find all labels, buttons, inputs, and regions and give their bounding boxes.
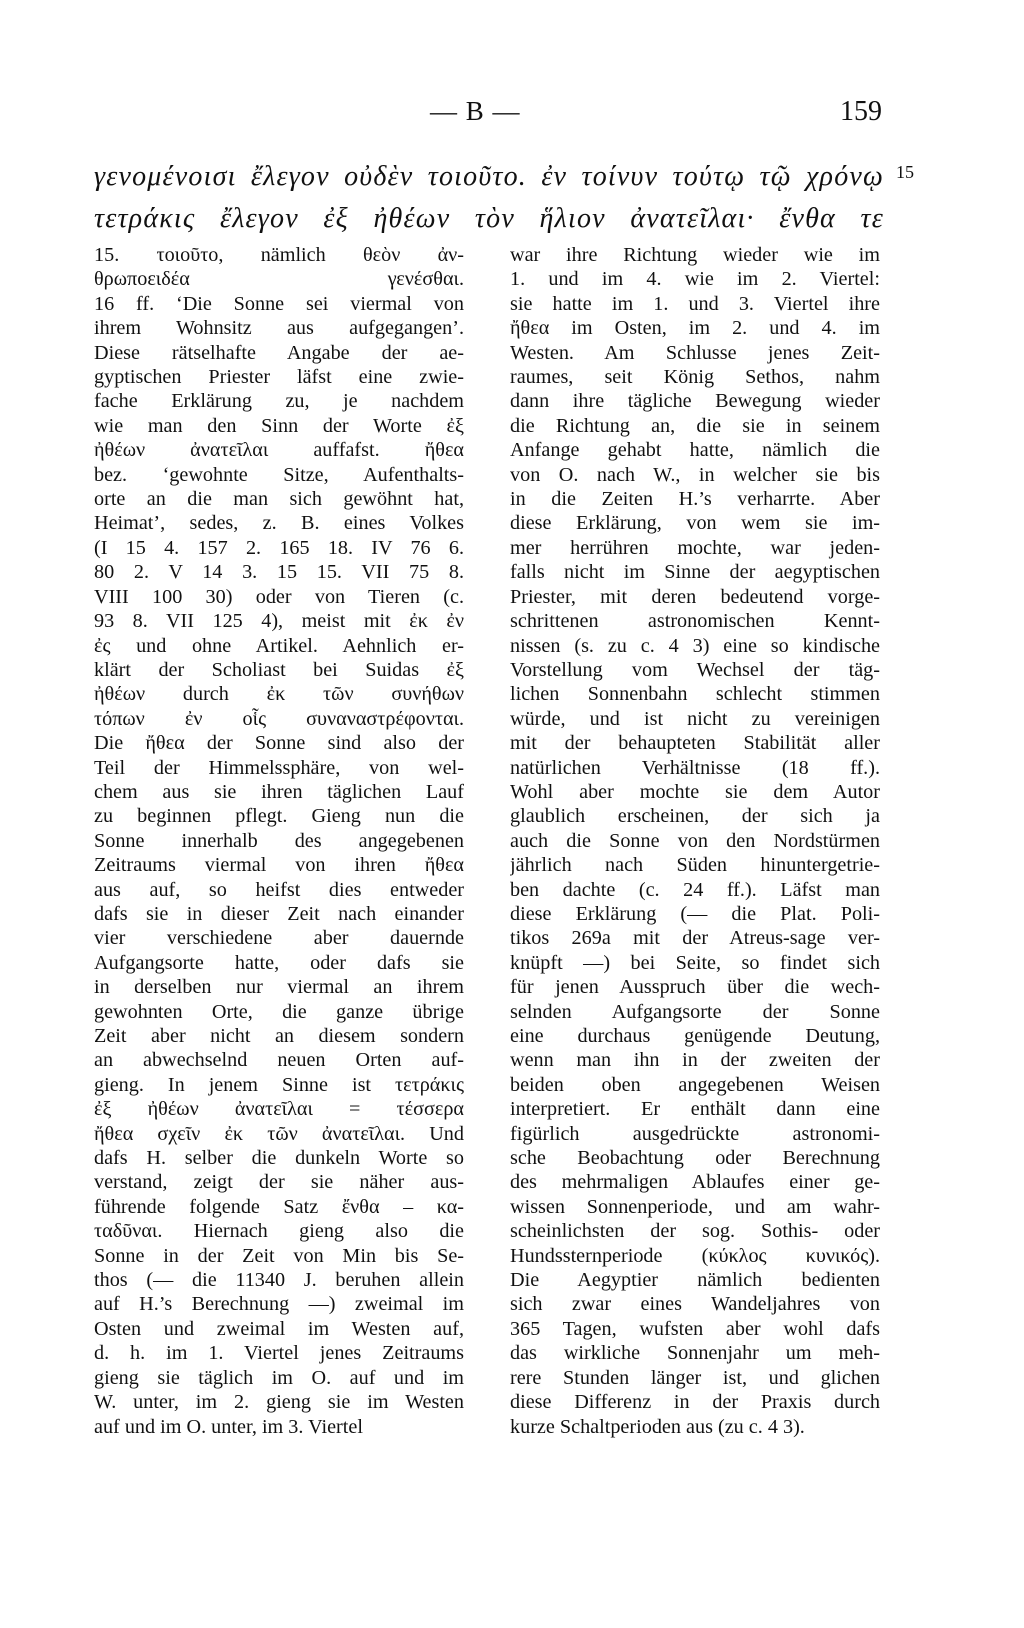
commentary-line: aus auf, so heifst dies entweder (94, 878, 464, 901)
commentary-line: Hundssternperiode (κύκλος κυνικός). (510, 1244, 880, 1267)
commentary-line: ἠθέων ἀνατεῖλαι auffafst. ἤθεα (94, 439, 464, 462)
commentary-line: scheinlichsten der sog. Sothis- oder (510, 1220, 880, 1243)
commentary-line: figürlich ausgedrückte astronomi- (510, 1122, 880, 1145)
commentary-line: glaublich erscheinen, der sich ja (510, 805, 880, 828)
commentary-line: gyptischen Priester läfst eine zwie- (94, 366, 464, 389)
commentary-line: das wirkliche Sonnenjahr um meh- (510, 1342, 880, 1365)
commentary-line: dafs sie in dieser Zeit nach einander (94, 902, 464, 925)
commentary-line: ihrem Wohnsitz aus aufgegangen’. (94, 317, 464, 340)
commentary-line: Diese rätselhafte Angabe der ae- (94, 341, 464, 364)
commentary-line: 93 8. VII 125 4), meist mit ἐκ ἐν (94, 610, 464, 633)
commentary-line: 80 2. V 14 3. 15 15. VII 75 8. (94, 561, 464, 584)
commentary-line: ἤθεα im Osten, im 2. und 4. im (510, 317, 880, 340)
commentary-line: Sonne in der Zeit von Min bis Se- (94, 1244, 464, 1267)
commentary-line: 15. τοιοῦτο, nämlich θεὸν ἀν- (94, 244, 464, 266)
commentary-line: ἠθέων durch ἐκ τῶν συνήθων (94, 683, 464, 706)
commentary-line: diese Differenz in der Praxis durch (510, 1391, 880, 1414)
commentary-line: ἤθεα σχεῖν ἐκ τῶν ἀνατεῖλαι. Und (94, 1122, 464, 1145)
commentary-line: Westen. Am Schlusse jenes Zeit- (510, 341, 880, 364)
commentary-line: ben dachte (c. 24 ff.). Läfst man (510, 878, 880, 901)
commentary-line: auf und im O. unter, im 3. Viertel (94, 1415, 363, 1438)
commentary-line: mer herrühren mochte, war jeden- (510, 536, 880, 559)
line-number: 15 (896, 162, 914, 182)
commentary-line: würde, und ist nicht zu vereinigen (510, 707, 880, 730)
commentary-line: gieng. In jenem Sinne ist τετράκις (94, 1073, 464, 1096)
commentary-line: Teil der Himmelssphäre, von wel- (94, 756, 464, 779)
commentary-line: von O. nach W., in welcher sie bis (510, 463, 880, 486)
commentary-line: Die Aegyptier nämlich bedienten (510, 1269, 880, 1292)
commentary-line: verstand, zeigt der sie näher aus- (94, 1171, 464, 1194)
commentary-line: lichen Sonnenbahn schlecht stimmen (510, 683, 880, 706)
commentary-line: jährlich nach Süden hinuntergetrie- (510, 854, 880, 877)
commentary-line: 16 ff. ‘Die Sonne sei viermal von (94, 292, 464, 315)
commentary-line: θρωποειδέα γενέσθαι. (94, 268, 464, 291)
commentary-line: an abwechselnd neuen Orten auf- (94, 1049, 464, 1072)
commentary-line: W. unter, im 2. gieng sie im Westen (94, 1391, 464, 1414)
greek-line: γενομένοισι ἔλεγον οὐδὲν τοιοῦτο. ἐν τοίνυν τούτῳ τῷ χρόνῳ (94, 161, 884, 192)
commentary-line: τόπων ἐν οἷς συναναστρέφονται. (94, 707, 464, 730)
commentary-line: Osten und zweimal im Westen auf, (94, 1317, 464, 1340)
commentary-line: kurze Schaltperioden aus (zu c. 4 3). (510, 1415, 805, 1438)
commentary-line: natürlichen Verhältnisse (18 ff.). (510, 756, 880, 779)
commentary-line: knüpft —) bei Seite, so findet sich (510, 951, 880, 974)
commentary-line: sie hatte im 1. und 3. Viertel ihre (510, 292, 880, 315)
commentary-line: in derselben nur viermal an ihrem (94, 976, 464, 999)
commentary-line: ἐς und ohne Artikel. Aehnlich er- (94, 634, 464, 657)
commentary-line: dafs H. selber die dunkeln Worte so (94, 1147, 464, 1170)
commentary-line: beiden oben angegebenen Weisen (510, 1073, 880, 1096)
commentary-line: mit der behaupteten Stabilität aller (510, 732, 880, 755)
commentary-line: zu beginnen pflegt. Gieng nun die (94, 805, 464, 828)
page-number: 159 (840, 96, 882, 127)
commentary-line: vier verschiedene aber dauernde (94, 927, 464, 950)
commentary-line: wenn man ihn in der zweiten der (510, 1049, 880, 1072)
commentary-line: diese Erklärung, von wem sie im- (510, 512, 880, 535)
commentary-line: d. h. im 1. Viertel jenes Zeitraums (94, 1342, 464, 1365)
commentary-line: Priester, mit deren bedeutend vorge- (510, 585, 880, 608)
page-header (92, 96, 882, 136)
commentary-line: eine durchaus genügende Deutung, (510, 1025, 880, 1047)
commentary-line: Zeit aber nicht an diesem sondern (94, 1025, 464, 1047)
greek-main-text (94, 156, 884, 240)
commentary-left-column (94, 243, 464, 1439)
commentary-line: Die ἤθεα der Sonne sind also der (94, 732, 464, 755)
commentary-line: orte an die man sich gewöhnt hat, (94, 488, 464, 511)
commentary-line: sich zwar eines Wandeljahres von (510, 1293, 880, 1316)
commentary-line: gewohnten Orte, die ganze übrige (94, 1000, 464, 1023)
commentary-line: rere Stunden länger ist, und glichen (510, 1366, 880, 1389)
commentary-line: interpretiert. Er enthält dann eine (510, 1098, 880, 1121)
commentary-line: war ihre Richtung wieder wie im (510, 244, 880, 266)
greek-line: τετράκις ἔλεγον ἐξ ἠθέων τὸν ἥλιον ἀνατεῖλαι· ἔνθα τε (94, 203, 884, 234)
commentary-line: die Richtung an, die sie in seinem (510, 414, 880, 437)
commentary-line: Sonne innerhalb des angegebenen (94, 829, 464, 852)
commentary-line: wie man den Sinn der Worte ἐξ (94, 414, 464, 437)
commentary-line: sche Beobachtung oder Berechnung (510, 1147, 880, 1170)
commentary-line: Heimat’, sedes, z. B. eines Volkes (94, 512, 464, 535)
commentary-line: bez. ‘gewohnte Sitze, Aufenthalts- (94, 463, 464, 486)
commentary-right-column (510, 243, 880, 1439)
commentary-line: 365 Tagen, wufsten aber wohl dafs (510, 1317, 880, 1340)
commentary-line: gieng sie täglich im O. auf und im (94, 1366, 464, 1389)
commentary-line: Aufgangsorte hatte, oder dafs sie (94, 951, 464, 974)
commentary-line: wissen Sonnenperiode, und am wahr- (510, 1195, 880, 1218)
commentary-line: führende folgende Satz ἔνθα – κα- (94, 1195, 464, 1218)
commentary-line: nissen (s. zu c. 4 3) eine so kindische (510, 634, 880, 657)
commentary-line: Zeitraums viermal von ihren ἤθεα (94, 854, 464, 877)
commentary-line: fache Erklärung zu, je nachdem (94, 390, 464, 413)
commentary-line: (I 15 4. 157 2. 165 18. IV 76 6. (94, 536, 464, 559)
commentary-line: für jenen Ausspruch über die wech- (510, 976, 880, 999)
commentary-line: thos (— die 11340 J. beruhen allein (94, 1269, 464, 1292)
commentary-line: schrittenen astronomischen Kennt- (510, 610, 880, 633)
commentary-line: ἐξ ἠθέων ἀνατεῖλαι = τέσσερα (94, 1098, 464, 1121)
commentary-line: 1. und im 4. wie im 2. Viertel: (510, 268, 880, 291)
commentary-line: in die Zeiten H.’s verharrte. Aber (510, 488, 880, 511)
signature-mark: — B — (430, 96, 521, 126)
commentary-line: auch die Sonne von den Nordstürmen (510, 829, 880, 852)
commentary-line: Anfange gehabt hatte, nämlich die (510, 439, 880, 462)
commentary-line: Wohl aber mochte sie dem Autor (510, 780, 880, 803)
commentary-line: selnden Aufgangsorte der Sonne (510, 1000, 880, 1023)
commentary-line: VIII 100 30) oder von Tieren (c. (94, 585, 464, 608)
commentary-line: ταδῦναι. Hiernach gieng also die (94, 1220, 464, 1243)
commentary-line: klärt der Scholiast bei Suidas ἐξ (94, 658, 464, 681)
commentary-line: Vorstellung vom Wechsel der täg- (510, 658, 880, 681)
commentary-line: tikos 269a mit der Atreus-sage ver- (510, 927, 880, 950)
commentary-line: dann ihre tägliche Bewegung wieder (510, 390, 880, 413)
commentary-line: falls nicht im Sinne der aegyptischen (510, 561, 880, 584)
commentary-line: raumes, seit König Sethos, nahm (510, 366, 880, 389)
commentary-line: chem aus sie ihren täglichen Lauf (94, 780, 464, 803)
commentary-line: auf H.’s Berechnung —) zweimal im (94, 1293, 464, 1316)
commentary-line: diese Erklärung (— die Plat. Poli- (510, 902, 880, 925)
commentary-line: des mehrmaligen Ablaufes einer ge- (510, 1171, 880, 1194)
